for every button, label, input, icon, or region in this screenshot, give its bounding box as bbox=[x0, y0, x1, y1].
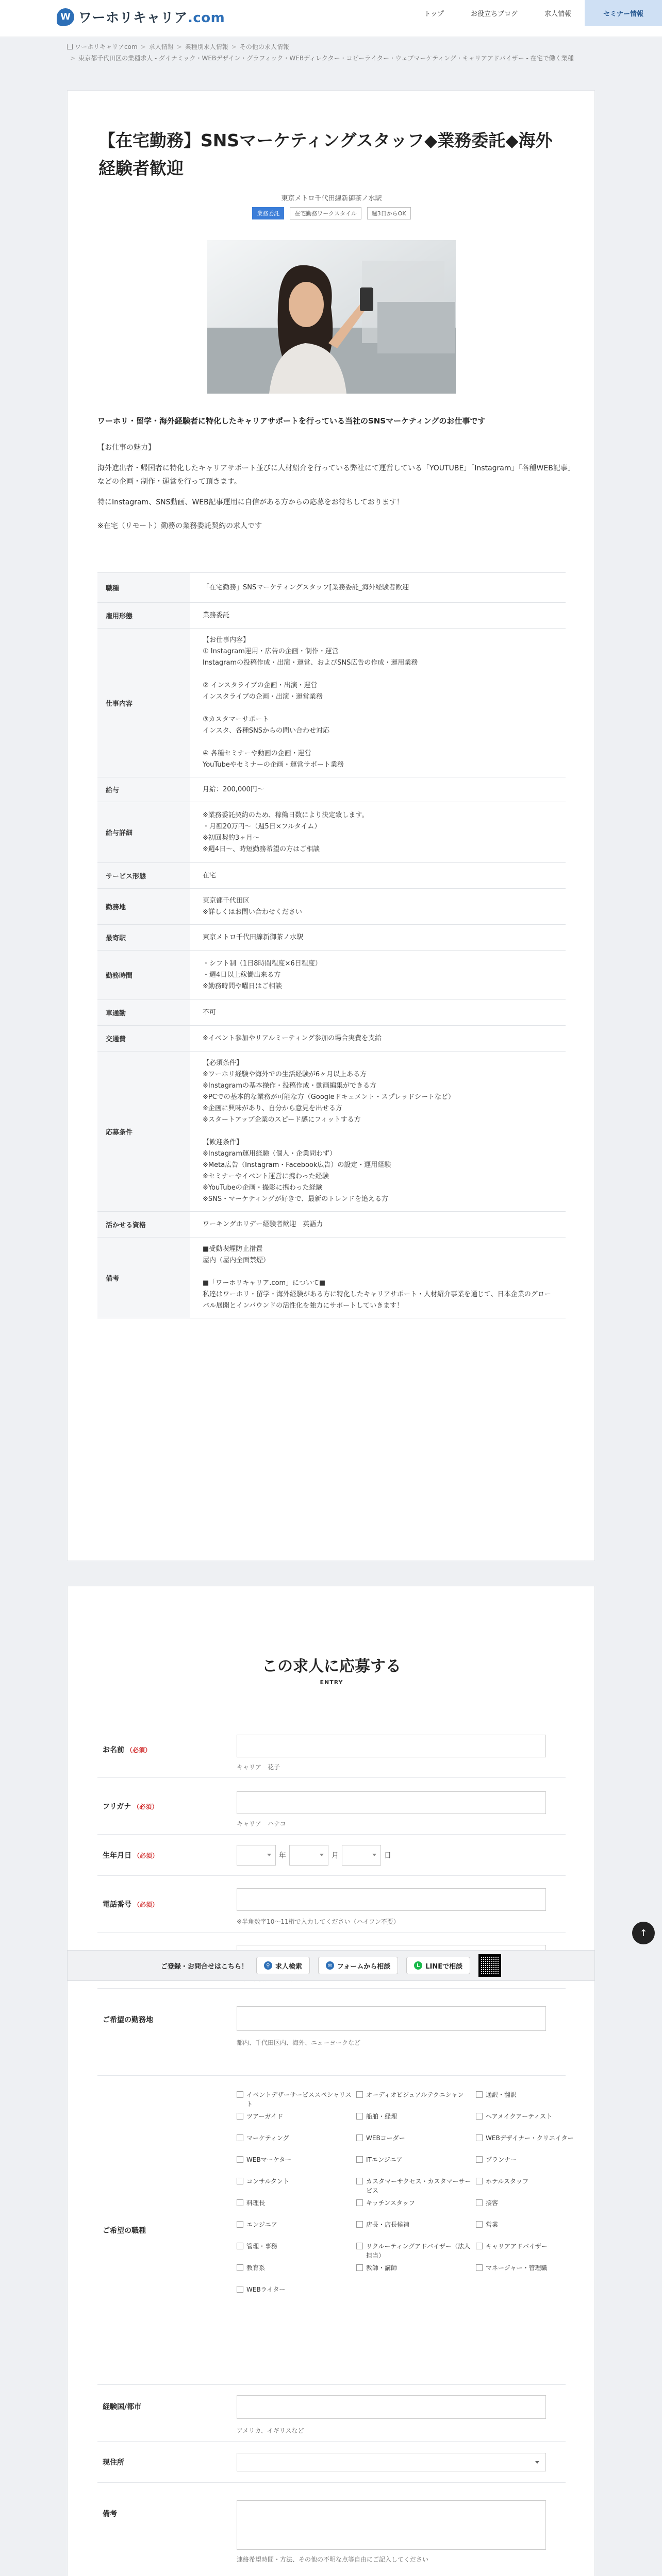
back-to-top-button[interactable] bbox=[632, 1922, 655, 1944]
detail-row bbox=[97, 1238, 566, 1318]
job-type-option-label: 店長・店長候補 bbox=[366, 2221, 410, 2228]
tel-input[interactable] bbox=[237, 1888, 546, 1911]
detail-label: 仕事内容 bbox=[97, 629, 190, 777]
search-icon: ⚲ bbox=[264, 1961, 272, 1970]
job-type-option-label: カスタマーサクセス・カスタマーサービス bbox=[366, 2178, 471, 2194]
job-tags bbox=[68, 207, 595, 219]
name-row bbox=[97, 1721, 566, 1778]
job-type-option-label: マネージャー・管理職 bbox=[486, 2264, 548, 2272]
job-type-option[interactable] bbox=[356, 2263, 476, 2282]
job-type-option[interactable] bbox=[356, 2198, 476, 2217]
detail-row bbox=[97, 863, 566, 889]
mail-icon: ✉ bbox=[326, 1961, 334, 1970]
job-type-option[interactable] bbox=[356, 2090, 476, 2109]
area-row bbox=[97, 1988, 566, 2076]
checkbox[interactable] bbox=[237, 2243, 243, 2249]
hero-photo-woman-selfie bbox=[207, 240, 456, 394]
tel-label: 電話番号 （必須） bbox=[103, 1901, 159, 1909]
country-input[interactable] bbox=[237, 2395, 546, 2419]
checkbox[interactable] bbox=[356, 2091, 363, 2098]
job-detail-card bbox=[67, 90, 595, 1561]
checkbox[interactable] bbox=[356, 2156, 363, 2163]
detail-value: 業務委託 bbox=[203, 611, 230, 619]
job-type-option-label: マーケティング bbox=[246, 2134, 289, 2142]
checkbox[interactable] bbox=[476, 2113, 483, 2120]
line-icon: L bbox=[414, 1961, 422, 1970]
job-type-option[interactable] bbox=[237, 2242, 356, 2260]
birth-month-select[interactable] bbox=[289, 1845, 328, 1866]
checkbox[interactable] bbox=[476, 2243, 483, 2249]
global-nav bbox=[410, 0, 662, 26]
nav-seminar[interactable]: セミナー情報 bbox=[585, 0, 662, 26]
detail-row bbox=[97, 951, 566, 1000]
charm-heading: 【お仕事の魅力】 bbox=[97, 444, 155, 452]
job-location: 東京メトロ千代田線新御茶ノ水駅 bbox=[281, 195, 382, 202]
home-icon bbox=[67, 44, 73, 49]
detail-label: 給与 bbox=[97, 777, 190, 802]
checkbox[interactable] bbox=[237, 2156, 243, 2163]
detail-label: 交通費 bbox=[97, 1026, 190, 1052]
area-label: ご希望の勤務地 bbox=[103, 2016, 153, 2024]
job-type-option-label: 管理・事務 bbox=[246, 2243, 278, 2250]
checkbox[interactable] bbox=[237, 2199, 243, 2206]
checkbox[interactable] bbox=[356, 2264, 363, 2271]
checkbox[interactable] bbox=[476, 2156, 483, 2163]
country-hint: アメリカ、イギリスなど bbox=[237, 2427, 304, 2434]
area-input[interactable] bbox=[237, 2006, 546, 2031]
job-type-option[interactable] bbox=[237, 2177, 356, 2195]
job-tag: 週3日からOK bbox=[367, 207, 411, 219]
checkbox[interactable] bbox=[356, 2178, 363, 2184]
checkbox[interactable] bbox=[476, 2264, 483, 2271]
job-type-label: ご希望の職種 bbox=[103, 2227, 146, 2235]
charm-text-2: 特にInstagram、SNS動画、WEB記事運用に自信がある方からの応募をお待ちしております！ bbox=[97, 498, 404, 506]
job-type-option[interactable] bbox=[476, 2177, 579, 2195]
birth-day-select[interactable] bbox=[342, 1845, 381, 1866]
breadcrumb-other[interactable]: その他の求人情報 bbox=[239, 43, 289, 50]
note-label: 備考 bbox=[103, 2510, 117, 2518]
job-type-option[interactable] bbox=[476, 2155, 579, 2174]
job-type-option[interactable] bbox=[237, 2133, 356, 2152]
note-row bbox=[97, 2483, 566, 2570]
job-type-option[interactable] bbox=[356, 2155, 476, 2174]
detail-row bbox=[97, 1212, 566, 1238]
charm-text: 海外進出者・帰国者に特化したキャリアサポート並びに人材紹介を行っている弊社にて運営している「YOUTUBE」「Instagram」「各種WEB記事」などの企画・制作・運営を行って頂きます。 bbox=[97, 464, 571, 486]
job-type-option[interactable] bbox=[476, 2090, 579, 2109]
country-label: 経験国/都市 bbox=[103, 2403, 142, 2411]
logo-mark: W bbox=[57, 8, 74, 26]
kana-hint: キャリア ハナコ bbox=[237, 1820, 286, 1827]
site-header bbox=[0, 0, 662, 37]
job-type-option[interactable] bbox=[476, 2133, 579, 2152]
kana-row bbox=[97, 1778, 566, 1835]
birth-date-group: 年 月 日 bbox=[237, 1845, 391, 1866]
nav-blog[interactable]: お役立ちブログ bbox=[470, 10, 518, 18]
tel-row bbox=[97, 1876, 566, 1933]
detail-value: 「在宅勤務」SNSマーケティングスタッフ[業務委託_海外経験者歓迎 bbox=[203, 583, 409, 591]
breadcrumb-category[interactable]: 業種別求人情報 bbox=[185, 43, 228, 50]
detail-value: ・シフト制（1日8時間程度×6日程度） ・週4日以上稼働出来る方 ※勤務時間や曜日はご相談 bbox=[203, 959, 322, 990]
job-type-option[interactable] bbox=[356, 2220, 476, 2239]
breadcrumb-current: 東京都千代田区の業種求人 - ダイナミック・WEBデザイン・グラフィック・WEBディレクター・コピーライター・ウェブマーケティング・キャリアアドバイザー - 在宅で働く業種 bbox=[78, 55, 574, 62]
checkbox[interactable] bbox=[356, 2221, 363, 2228]
job-type-option-label: WEBデザイナー・クリエイター bbox=[486, 2134, 574, 2142]
job-type-option-label: オーディオビジュアルテクニシャン bbox=[366, 2091, 464, 2098]
detail-row bbox=[97, 802, 566, 863]
checkbox[interactable] bbox=[476, 2178, 483, 2184]
checkbox[interactable] bbox=[237, 2178, 243, 2184]
detail-value: ※イベント参加やリアルミーティング参加の場合実費を支給 bbox=[203, 1034, 382, 1042]
job-search-button[interactable]: ⚲ 求人検索 bbox=[256, 1957, 310, 1974]
job-type-option-label: WEBマーケター bbox=[246, 2156, 292, 2163]
job-type-option[interactable] bbox=[356, 2177, 476, 2195]
detail-value: 【お仕事内容】 ① Instagram運用・広告の企画・制作・運営 Instagramの投稿作成・出演・運営、およびSNS広告の作成・運用業務 ② インスタライブの企画・出演・運営 インスタライブの企画・出演・運営業務 ③カスタマーサポート インスタ、各種SNSからの問い合わせ対応 ④ 各種セミナーや動画の企画・運営 YouTubeやセミナーの企画・運営サポート業務 bbox=[203, 636, 418, 769]
detail-row bbox=[97, 629, 566, 777]
birth-year-select[interactable] bbox=[237, 1845, 276, 1866]
job-type-option-label: 接客 bbox=[486, 2199, 499, 2207]
detail-label: 職種 bbox=[97, 573, 190, 603]
detail-value: 在宅 bbox=[203, 871, 217, 879]
detail-label: 最寄駅 bbox=[97, 925, 190, 951]
line-consult-button[interactable]: L LINEで相談 bbox=[406, 1957, 470, 1974]
detail-value: 東京都千代田区 ※詳しくはお問い合わせください bbox=[203, 896, 302, 916]
job-type-option-label: ITエンジニア bbox=[366, 2156, 403, 2163]
detail-label: 勤務時間 bbox=[97, 951, 190, 1000]
floating-bar-lead: ご登録・お問合せはこちら！ bbox=[160, 1962, 248, 1971]
job-detail-table bbox=[97, 572, 566, 1318]
job-type-option[interactable] bbox=[237, 2285, 356, 2303]
detail-label: 活かせる資格 bbox=[97, 1212, 190, 1238]
job-type-option-label: 教育系 bbox=[246, 2264, 266, 2272]
job-type-option[interactable] bbox=[356, 2112, 476, 2130]
checkbox[interactable] bbox=[237, 2221, 243, 2228]
checkbox[interactable] bbox=[476, 2221, 483, 2228]
detail-row bbox=[97, 603, 566, 629]
job-type-option[interactable] bbox=[237, 2112, 356, 2130]
job-type-option-label: ヘアメイクアーティスト bbox=[486, 2113, 553, 2120]
detail-value: 東京メトロ千代田線新御茶ノ水駅 bbox=[203, 933, 304, 941]
detail-value: ■受動喫煙防止措置 屋内（屋内全面禁煙） ■「ワーホリキャリア.com」について■ 私達はワーホリ・留学・海外経験がある方に特化したキャリアサポート・人材紹介事業を通じて、日本企業のグローバル展開とインバウンドの活性化を強力にサポートしていきます！ bbox=[203, 1245, 551, 1310]
kana-input[interactable] bbox=[237, 1791, 546, 1814]
job-type-option[interactable] bbox=[356, 2133, 476, 2152]
detail-row bbox=[97, 777, 566, 802]
job-type-option[interactable] bbox=[237, 2220, 356, 2239]
status-row bbox=[97, 2442, 566, 2483]
name-label: お名前 （必須） bbox=[103, 1746, 152, 1754]
intro-lead: ワーホリ・留学・海外経験者に特化したキャリアサポートを行っている当社のSNSマーケティングのお仕事です bbox=[97, 416, 486, 426]
job-type-option-label: 教師・講師 bbox=[366, 2264, 398, 2272]
detail-value: ワーキングホリデー経験者歓迎 英語力 bbox=[203, 1220, 323, 1228]
job-type-option[interactable] bbox=[237, 2198, 356, 2217]
entry-title: この求人に応募する bbox=[262, 1657, 401, 1675]
job-type-option-label: 営業 bbox=[486, 2221, 499, 2228]
checkbox[interactable] bbox=[237, 2113, 243, 2120]
checkbox[interactable] bbox=[356, 2243, 363, 2249]
breadcrumb-jobs[interactable]: 求人情報 bbox=[148, 43, 174, 50]
checkbox[interactable] bbox=[476, 2091, 483, 2098]
breadcrumb-home[interactable]: ワーホリキャリアcom bbox=[75, 43, 138, 50]
arrow-up-icon: ↑ bbox=[639, 1927, 648, 1939]
checkbox[interactable] bbox=[356, 2113, 363, 2120]
entry-subtitle: ENTRY bbox=[320, 1679, 343, 1686]
checkbox[interactable] bbox=[356, 2134, 363, 2141]
job-type-option-label: キッチンスタッフ bbox=[366, 2199, 415, 2207]
checkbox[interactable] bbox=[356, 2199, 363, 2206]
job-type-option[interactable] bbox=[476, 2198, 579, 2217]
job-type-option-label: 通訳・翻訳 bbox=[486, 2091, 517, 2098]
detail-row bbox=[97, 889, 566, 925]
detail-row bbox=[97, 1052, 566, 1212]
status-select[interactable] bbox=[237, 2453, 546, 2471]
nav-top[interactable]: トップ bbox=[424, 10, 444, 18]
name-input[interactable] bbox=[237, 1735, 546, 1757]
birth-label: 生年月日 （必須） bbox=[103, 1852, 159, 1860]
job-type-option[interactable] bbox=[237, 2263, 356, 2282]
checkbox[interactable] bbox=[476, 2199, 483, 2206]
job-type-option-label: コンサルタント bbox=[246, 2178, 289, 2185]
breadcrumb: ワーホリキャリアcom > 求人情報 > 業種別求人情報 > その他の求人情報 > 東京都千代田区の業種求人 - ダイナミック・WEBデザイン・グラフィック・WEBディレクター・コピーライター・ウェブマーケティング・キャリアアドバイザー - 在宅で働く業種 bbox=[67, 41, 608, 64]
job-type-option-label: ホテルスタッフ bbox=[486, 2178, 529, 2185]
name-hint: キャリア 花子 bbox=[237, 1764, 280, 1771]
job-type-row bbox=[97, 2076, 574, 2385]
job-type-option-label: イベントデザーサービススペシャリスト bbox=[246, 2091, 352, 2108]
detail-row bbox=[97, 925, 566, 951]
job-type-option-label: 船舶・経理 bbox=[366, 2113, 398, 2120]
form-consult-button[interactable]: ✉ フォームから相談 bbox=[318, 1957, 398, 1974]
job-type-option[interactable] bbox=[476, 2112, 579, 2130]
job-type-option[interactable] bbox=[476, 2263, 579, 2282]
job-type-option-label: ツアーガイド bbox=[246, 2113, 284, 2120]
checkbox[interactable] bbox=[237, 2264, 243, 2271]
detail-value: 【必須条件】 ※ワーホリ経験や海外での生活経験が6ヶ月以上ある方 ※Instagramの基本操作・投稿作成・動画編集ができる方 ※PCでの基本的な業務が可能な方（Googleドキュメント・スプレッドシートなど） ※企画に興味があり、自分から意見を出せる方 ※スタートアップ企業のスピード感にフィットする方 【歓迎条件】 ※Instagram運用経験（個人・企業問わず） ※Meta広告（Instagram・Facebook広告）の設定・運用経験 ※セミナーやイベント運営に携わった経験 ※YouTubeの企画・撮影に携わった経験 ※SNS・マーケティングが好きで、最新のトレンドを追える方 bbox=[203, 1059, 455, 1203]
job-title: 【在宅勤務】SNSマーケティングスタッフ◆業務委託◆海外経験者歓迎 bbox=[98, 130, 553, 178]
job-type-option-label: WEBライター bbox=[246, 2286, 286, 2293]
job-type-option[interactable] bbox=[356, 2242, 476, 2260]
entry-form-card bbox=[67, 1586, 595, 2576]
job-type-option[interactable] bbox=[476, 2220, 579, 2239]
detail-row bbox=[97, 1000, 566, 1026]
checkbox[interactable] bbox=[237, 2091, 243, 2098]
job-type-option[interactable] bbox=[237, 2155, 356, 2174]
detail-row bbox=[97, 1026, 566, 1052]
area-hint: 都内、千代田区内、海外、ニューヨークなど bbox=[237, 2039, 361, 2046]
checkbox[interactable] bbox=[476, 2134, 483, 2141]
job-type-option-label: プランナー bbox=[486, 2156, 517, 2163]
job-type-option-label: リクルーティングアドバイザー（法人担当） bbox=[366, 2243, 470, 2259]
job-type-option[interactable] bbox=[237, 2090, 356, 2109]
country-row bbox=[97, 2385, 566, 2442]
detail-label: サービス形態 bbox=[97, 863, 190, 889]
detail-label: 車通勤 bbox=[97, 1000, 190, 1026]
logo-text: ワーホリキャリア.com bbox=[78, 10, 225, 26]
site-logo[interactable] bbox=[57, 7, 225, 26]
detail-label: 勤務地 bbox=[97, 889, 190, 925]
checkbox[interactable] bbox=[237, 2286, 243, 2293]
job-type-option[interactable] bbox=[476, 2242, 579, 2260]
detail-value: 月給：200,000円〜 bbox=[203, 785, 264, 793]
job-type-option-label: WEBコーダー bbox=[366, 2134, 405, 2142]
note-hint: 連絡希望時間・方法、その他の不明な点等自由にご記入してください bbox=[237, 2556, 429, 2563]
birth-row bbox=[97, 1835, 566, 1876]
nav-jobs[interactable]: 求人情報 bbox=[544, 10, 571, 18]
job-tag: 在宅勤務ワークスタイル bbox=[290, 207, 361, 219]
status-label: 現住所 bbox=[103, 2459, 124, 2467]
note-textarea[interactable] bbox=[237, 2500, 546, 2550]
qr-code-icon bbox=[478, 1954, 501, 1977]
detail-row bbox=[97, 573, 566, 603]
tel-hint: ※半角数字10〜11桁で入力してください（ハイフン不要） bbox=[237, 1918, 400, 1925]
detail-label: 応募条件 bbox=[97, 1052, 190, 1212]
job-tag: 業務委託 bbox=[252, 207, 284, 219]
job-type-option-label: 料理長 bbox=[246, 2199, 266, 2207]
detail-value: 不可 bbox=[203, 1008, 217, 1016]
remote-note: ※在宅（リモート）勤務の業務委託契約の求人です bbox=[97, 522, 262, 530]
detail-value: ※業務委託契約のため、稼働日数により決定致します。 ・月額20万円〜（週5日×フルタイム） ※初回契約3ヶ月〜 ※週4日〜、時短勤務希望の方はご相談 bbox=[203, 811, 369, 853]
detail-label: 雇用形態 bbox=[97, 603, 190, 629]
job-type-option-label: キャリアアドバイザー bbox=[486, 2243, 548, 2250]
floating-contact-bar bbox=[67, 1950, 595, 1981]
job-type-checkboxes bbox=[237, 2090, 572, 2303]
checkbox[interactable] bbox=[237, 2134, 243, 2141]
kana-label: フリガナ （必須） bbox=[103, 1803, 158, 1811]
job-type-option-label: エンジニア bbox=[246, 2221, 277, 2228]
detail-label: 給与詳細 bbox=[97, 802, 190, 863]
detail-label: 備考 bbox=[97, 1238, 190, 1318]
